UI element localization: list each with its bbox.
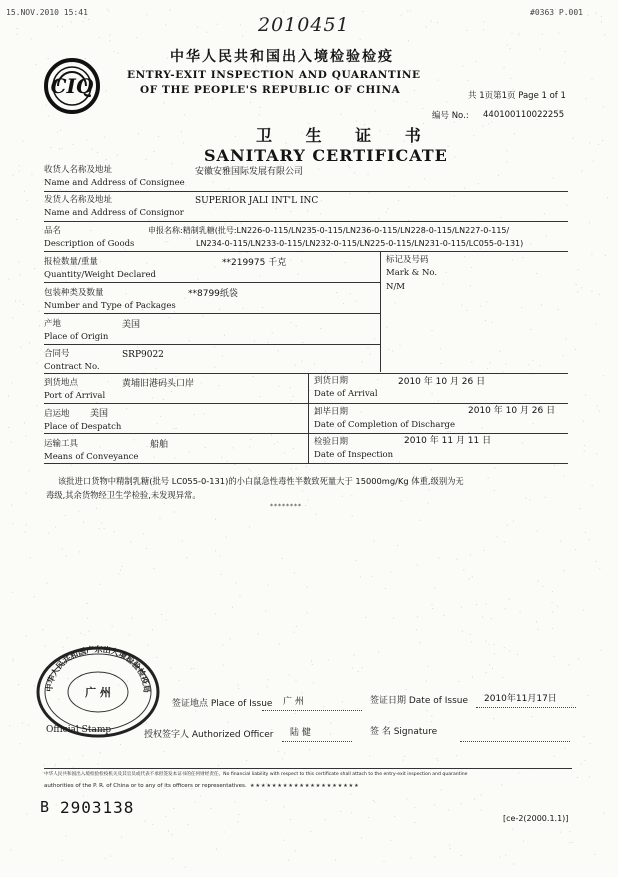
- mark-label-en: Mark & No.: [386, 268, 438, 278]
- divider: [44, 433, 568, 434]
- column-divider: [308, 373, 309, 463]
- port-arrival-label-en: Port of Arrival: [44, 391, 106, 401]
- serial-prefix: B: [40, 798, 51, 816]
- result-line-1: 该批进口货物中精制乳糖(批号 LC055-0-131)的小白鼠急性毒性半数致死量大于 15000mg/Kg 体重,级别为无: [58, 476, 464, 486]
- authority-title-en-2: OF THE PEOPLE'S REPUBLIC OF CHINA: [140, 84, 401, 96]
- packages-label-en: Number and Type of Packages: [44, 301, 176, 311]
- divider: [44, 191, 568, 192]
- place-of-issue-value: 广 州: [283, 697, 304, 707]
- mark-label-cn: 标记及号码: [386, 255, 429, 265]
- divider: [44, 313, 380, 314]
- conveyance-label-en: Means of Conveyance: [44, 452, 139, 462]
- result-end-stars: ********: [270, 503, 302, 510]
- certificate-title-cn: 卫 生 证 书: [256, 126, 435, 145]
- consignor-value: SUPERIOR JALI INT'L INC: [195, 196, 319, 206]
- place-underline: [262, 710, 362, 711]
- discharge-label-en: Date of Completion of Discharge: [314, 420, 455, 430]
- contract-value: SRP9022: [122, 350, 164, 360]
- divider: [44, 344, 380, 345]
- origin-label-cn: 产地: [44, 319, 62, 329]
- quantity-label-cn: 报检数量/重量: [44, 257, 98, 267]
- quantity-label-en: Quantity/Weight Declared: [44, 270, 156, 280]
- packages-value: **8799纸袋: [188, 289, 238, 299]
- divider: [44, 373, 568, 374]
- consignor-label-en: Name and Address of Consignor: [44, 208, 184, 218]
- authorized-officer-label: 授权签字人 Authorized Officer: [144, 730, 274, 740]
- contract-label-cn: 合同号: [44, 349, 70, 359]
- serial-number: 2903138: [60, 798, 135, 817]
- disclaimer-line-2: authorities of the P. R. of China or to any of its officers or representatives.: [44, 783, 247, 789]
- divider: [44, 463, 568, 464]
- signature-line: [460, 741, 570, 742]
- divider: [44, 251, 568, 252]
- date-arrival-value: 2010 年 10 月 26 日: [398, 377, 486, 387]
- discharge-label-cn: 卸毕日期: [314, 407, 349, 417]
- goods-value-line-1: 申报名称:精制乳糖(批号:LN226-0-115/LN235-0-115/LN236-0-115/LN228-0-115/LN227-0-115/: [148, 226, 510, 235]
- origin-value: 美国: [122, 320, 141, 330]
- conveyance-label-cn: 运输工具: [44, 439, 79, 449]
- form-code: [ce-2(2000.1.1)]: [503, 814, 569, 823]
- discharge-value: 2010 年 10 月 26 日: [468, 406, 556, 416]
- officer-underline: [282, 741, 352, 742]
- date-underline: [476, 707, 576, 708]
- consignor-label-cn: 发货人名称及地址: [44, 195, 113, 205]
- mark-column-divider: [380, 251, 381, 372]
- svg-text:CIQ: CIQ: [50, 74, 94, 98]
- despatch-label-cn: 启运地: [44, 409, 70, 419]
- disclaimer-line-1: 中华人民共和国出入境检验检疫机关及其官员或代表不承担签发本证书的任何财经责任。No financial liability with respect to this certificate shall attach to the entry-exit inspection and quarantine: [44, 772, 468, 777]
- port-arrival-label-cn: 到货地点: [44, 378, 79, 388]
- contract-label-en: Contract No.: [44, 362, 100, 372]
- place-of-issue-label: 签证地点 Place of Issue: [172, 699, 273, 709]
- consignee-value: 安徽安雅国际发展有限公司: [195, 167, 304, 177]
- ciq-logo-icon: [44, 58, 100, 114]
- footer-divider: [44, 768, 572, 769]
- packages-label-cn: 包装种类及数量: [44, 288, 104, 298]
- goods-label-cn: 品名: [44, 226, 62, 236]
- footer-stars: ★★★★★★★★★★★★★★★★★★★★: [250, 783, 360, 789]
- date-arrival-label-cn: 到货日期: [314, 376, 349, 386]
- goods-label-en: Description of Goods: [44, 239, 135, 249]
- authority-title-cn: 中华人民共和国出入境检验检疫: [170, 49, 394, 65]
- authority-title-en-1: ENTRY-EXIT INSPECTION AND QUARANTINE: [127, 69, 421, 81]
- despatch-label-en: Place of Despatch: [44, 422, 122, 432]
- consignee-label-en: Name and Address of Consignee: [44, 178, 185, 188]
- handwritten-number: 2010451: [258, 14, 350, 36]
- inspection-label-cn: 检验日期: [314, 437, 349, 447]
- mark-value: N/M: [386, 282, 406, 292]
- signature-label: 签 名 Signature: [370, 727, 438, 737]
- consignee-label-cn: 收货人名称及地址: [44, 165, 113, 175]
- date-of-issue-value: 2010年11月17日: [484, 694, 557, 704]
- date-arrival-label-en: Date of Arrival: [314, 389, 378, 399]
- divider: [44, 282, 380, 283]
- svg-text:广 州: 广 州: [85, 686, 111, 699]
- svg-text:中华人民共和国广东出入境检验检疫局: 中华人民共和国广东出入境检验检疫局: [44, 644, 152, 694]
- result-line-2: 毒级,其余货物经卫生学检验,未发现异常。: [46, 490, 201, 500]
- conveyance-value: 船舶: [150, 440, 169, 450]
- serial-label: 编号 No.:: [432, 111, 469, 121]
- origin-label-en: Place of Origin: [44, 332, 109, 342]
- date-of-issue-label: 签证日期 Date of Issue: [370, 696, 469, 706]
- fax-page-id: #0363 P.001: [530, 8, 583, 17]
- page-info: 共 1页第1页 Page 1 of 1: [468, 91, 566, 101]
- divider: [44, 221, 568, 222]
- port-arrival-value: 黄埔旧港码头口岸: [122, 379, 195, 389]
- fax-timestamp: 15.NOV.2010 15:41: [6, 8, 88, 17]
- stamp-caption: Official Stamp: [46, 725, 112, 735]
- certificate-title-en: SANITARY CERTIFICATE: [204, 146, 448, 165]
- serial-value: 440100110022255: [483, 110, 565, 120]
- divider: [44, 403, 568, 404]
- inspection-value: 2010 年 11 月 11 日: [404, 436, 492, 446]
- goods-value-line-2: LN234-0-115/LN233-0-115/LN232-0-115/LN225-0-115/LN231-0-115/LC055-0-131): [196, 239, 524, 248]
- authorized-officer-value: 陆 健: [290, 728, 311, 738]
- despatch-value: 美国: [90, 409, 109, 419]
- quantity-value: **219975 千克: [222, 258, 287, 268]
- inspection-label-en: Date of Inspection: [314, 450, 394, 460]
